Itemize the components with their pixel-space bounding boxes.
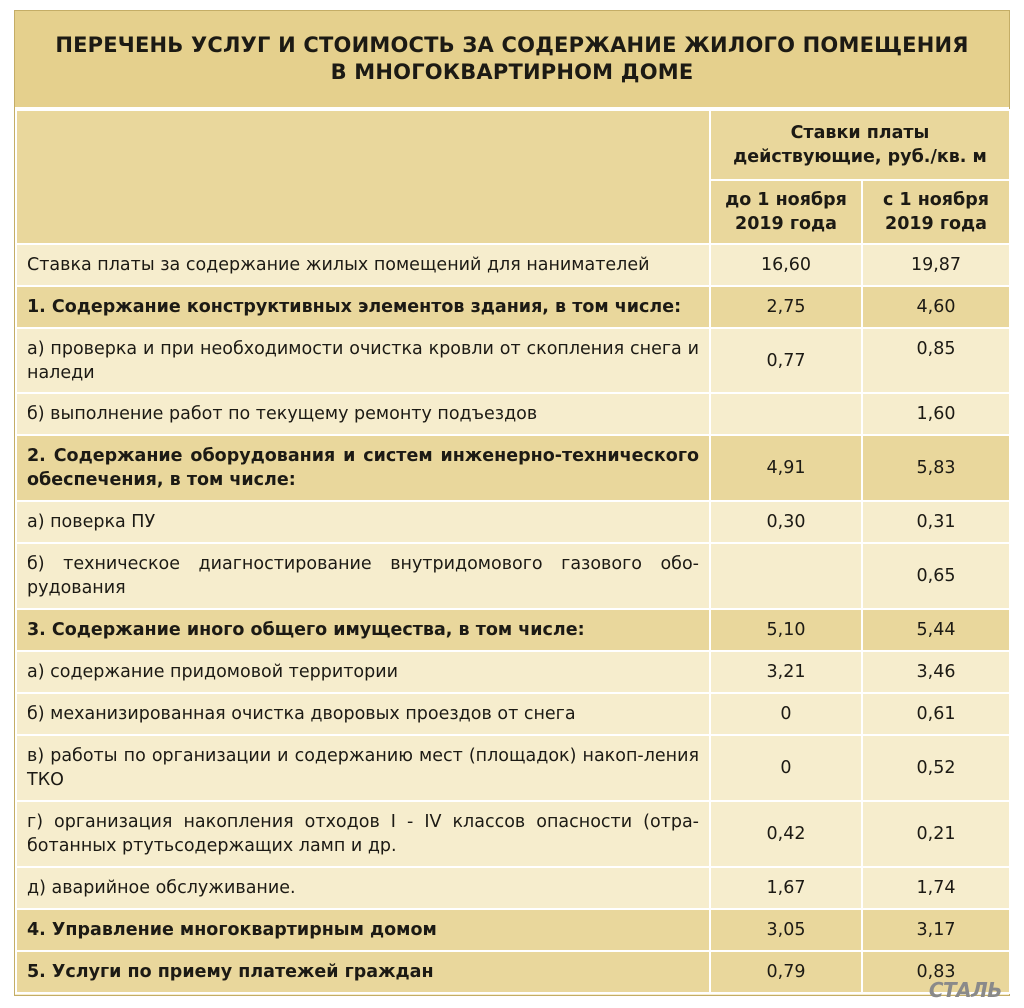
row-name: б) механизированная очистка дворовых проездов от снега — [16, 693, 710, 735]
row-value-before — [710, 393, 862, 435]
table-row — [16, 735, 1010, 801]
header-group-line-2: действующие, руб./кв. м — [733, 147, 987, 167]
watermark-text: СТАЛЬ — [928, 978, 1002, 1002]
row-name: Ставка платы за содержание жилых помещений для нанимателей — [16, 244, 710, 286]
header-empty-cell — [16, 110, 710, 244]
row-value-after: 19,87 — [862, 244, 1010, 286]
row-value-after: 0,31 — [862, 501, 1010, 543]
table-row — [16, 501, 1010, 543]
row-value-after: 0,65 — [862, 543, 1010, 609]
row-name: 2. Содержание оборудования и систем инженерно-технического обеспечения, в том числе: — [16, 435, 710, 501]
row-name: 1. Содержание конструктивных элементов здания, в том числе: — [16, 286, 710, 328]
table-row — [16, 609, 1010, 651]
row-name: б) выполнение работ по текущему ремонту подъездов — [16, 393, 710, 435]
row-value-after: 4,60 — [862, 286, 1010, 328]
table-row — [16, 909, 1010, 951]
row-value-after: 1,60 — [862, 393, 1010, 435]
row-name: д) аварийное обслуживание. — [16, 867, 710, 909]
row-value-before: 0,79 — [710, 951, 862, 993]
row-value-before: 0,30 — [710, 501, 862, 543]
header-col-before-line-1: до 1 ноября — [725, 190, 847, 210]
header-col-before — [710, 180, 862, 244]
row-value-before: 1,67 — [710, 867, 862, 909]
row-value-after: 3,17 — [862, 909, 1010, 951]
title-line-2: В МНОГОКВАРТИРНОМ ДОМЕ — [330, 60, 694, 84]
table-row — [16, 951, 1010, 993]
table-row — [16, 286, 1010, 328]
row-value-before: 0 — [710, 693, 862, 735]
table-row — [16, 867, 1010, 909]
row-value-after: 0,21 — [862, 801, 1010, 867]
table-row — [16, 693, 1010, 735]
row-value-after: 0,52 — [862, 735, 1010, 801]
row-value-after: 3,46 — [862, 651, 1010, 693]
row-value-before: 3,21 — [710, 651, 862, 693]
table-row — [16, 328, 1010, 393]
header-col-after-line-1: с 1 ноября — [882, 190, 990, 210]
row-value-before: 0,77 — [710, 328, 862, 393]
watermark-logo — [929, 978, 1002, 1002]
row-name: 4. Управление многоквартирным домом — [16, 909, 710, 951]
table-row — [16, 393, 1010, 435]
header-col-before-line-2: 2019 года — [735, 214, 837, 234]
row-value-after: 5,44 — [862, 609, 1010, 651]
row-value-before: 0 — [710, 735, 862, 801]
row-name: в) работы по организации и содержанию мест (площадок) накоп-ления ТКО — [16, 735, 710, 801]
header-col-after-line-2: 2019 года — [885, 214, 987, 234]
table-row — [16, 543, 1010, 609]
row-value-before: 3,05 — [710, 909, 862, 951]
row-value-before: 2,75 — [710, 286, 862, 328]
title-line-1: ПЕРЕЧЕНЬ УСЛУГ И СТОИМОСТЬ ЗА СОДЕРЖАНИЕ ЖИЛОГО ПОМЕЩЕНИЯ — [55, 33, 969, 57]
tariff-table — [15, 109, 1011, 994]
row-value-after: 0,85 — [862, 328, 1010, 393]
row-value-after: 0,61 — [862, 693, 1010, 735]
page-title — [15, 11, 1009, 109]
row-value-after: 0,83 — [862, 951, 1010, 993]
row-value-after: 5,83 — [862, 435, 1010, 501]
table-row — [16, 244, 1010, 286]
row-value-before: 4,91 — [710, 435, 862, 501]
row-name: г) организация накопления отходов I - IV классов опасности (отра-ботанных ртутьсодержащих ламп и др. — [16, 801, 710, 867]
row-name: а) проверка и при необходимости очистка кровли от скопления снега и наледи — [16, 328, 710, 393]
header-col-after — [862, 180, 1010, 244]
row-value-before: 16,60 — [710, 244, 862, 286]
row-name: 5. Услуги по приему платежей граждан — [16, 951, 710, 993]
row-value-after: 1,74 — [862, 867, 1010, 909]
table-row — [16, 801, 1010, 867]
header-group-rates — [710, 110, 1010, 180]
row-value-before: 5,10 — [710, 609, 862, 651]
tariff-sheet — [14, 10, 1010, 996]
row-value-before — [710, 543, 862, 609]
row-value-before: 0,42 — [710, 801, 862, 867]
row-name: а) поверка ПУ — [16, 501, 710, 543]
table-row — [16, 651, 1010, 693]
row-name: а) содержание придомовой территории — [16, 651, 710, 693]
row-name: б) техническое диагностирование внутридомового газового обо-рудования — [16, 543, 710, 609]
row-name: 3. Содержание иного общего имущества, в том числе: — [16, 609, 710, 651]
header-group-line-1: Ставки платы — [790, 123, 930, 143]
table-row — [16, 435, 1010, 501]
